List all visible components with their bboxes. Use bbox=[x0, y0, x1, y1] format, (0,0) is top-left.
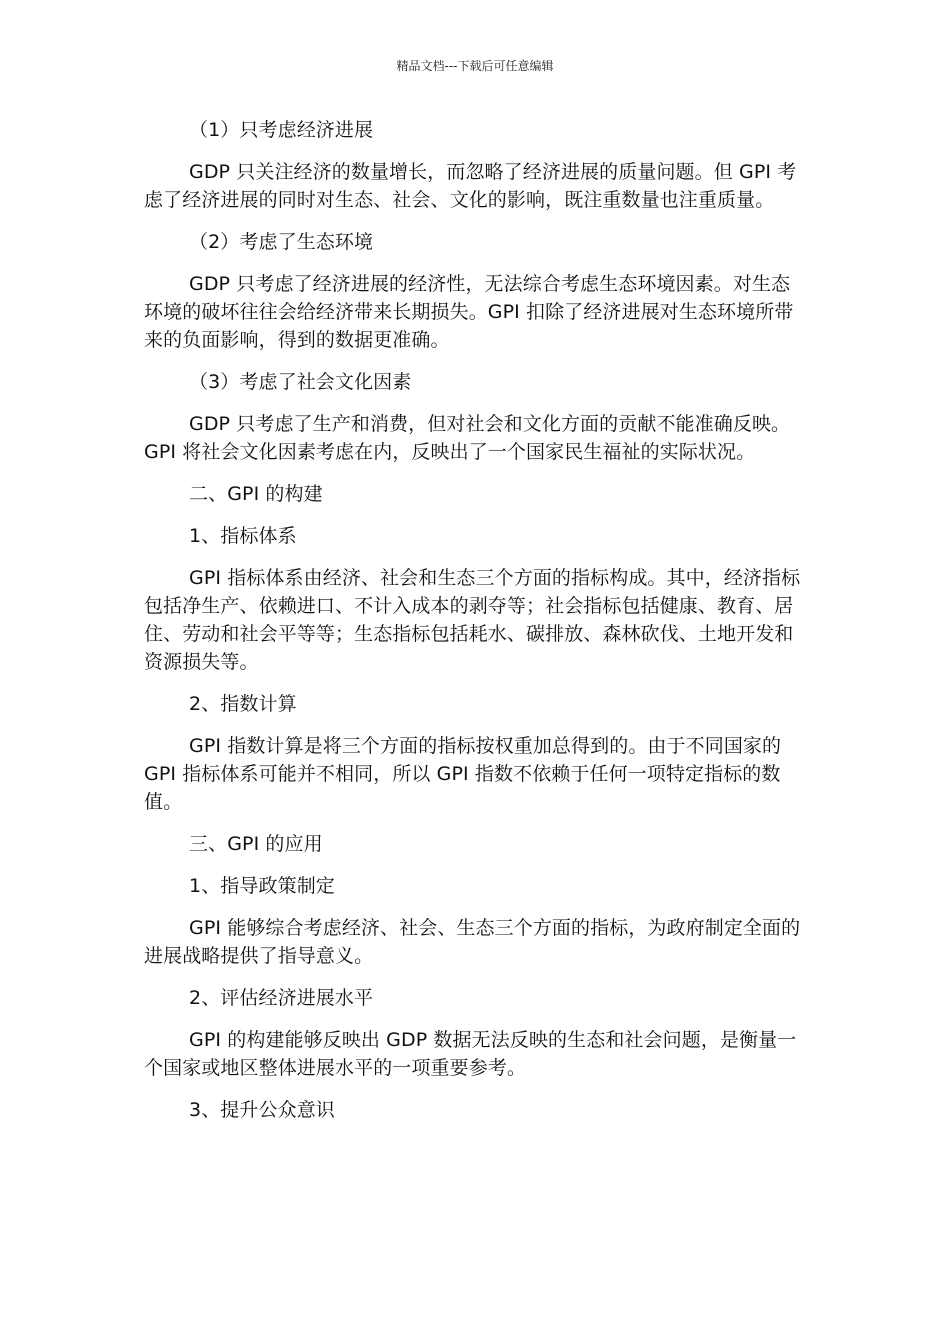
subheading-3: （3）考虑了社会文化因素 bbox=[189, 371, 412, 393]
paragraph-2: GDP 只考虑了经济进展的经济性，无法综合考虑生态环境因素。对生态环境的破坏往往会给经济带来长期损失。GPI 扣除了经济进展对生态环境所带来的负面影响，得到的数据更准确。 bbox=[144, 273, 794, 351]
section-heading-2: 二、GPI 的构建 bbox=[189, 483, 323, 505]
paragraph-index-calculation: GPI 指数计算是将三个方面的指标按权重加总得到的。由于不同国家的 GPI 指标体系可能并不相同，所以 GPI 指数不依赖于任何一项特定指标的数值。 bbox=[144, 735, 782, 813]
document-body bbox=[144, 116, 809, 1138]
subheading-1: （1）只考虑经济进展 bbox=[189, 119, 374, 141]
subheading-awareness: 3、提升公众意识 bbox=[189, 1099, 335, 1121]
subheading-indicator-system: 1、指标体系 bbox=[189, 525, 297, 547]
subheading-policy: 1、指导政策制定 bbox=[189, 875, 335, 897]
paragraph-evaluation: GPI 的构建能够反映出 GDP 数据无法反映的生态和社会问题，是衡量一个国家或地区整体进展水平的一项重要参考。 bbox=[144, 1029, 797, 1079]
page-header: 精品文档---下载后可任意编辑 bbox=[396, 59, 554, 73]
paragraph-3: GDP 只考虑了生产和消费，但对社会和文化方面的贡献不能准确反映。GPI 将社会文化因素考虑在内，反映出了一个国家民生福祉的实际状况。 bbox=[144, 413, 791, 463]
subheading-2: （2）考虑了生态环境 bbox=[189, 231, 374, 253]
subheading-index-calculation: 2、指数计算 bbox=[189, 693, 297, 715]
section-heading-3: 三、GPI 的应用 bbox=[189, 833, 323, 855]
paragraph-policy: GPI 能够综合考虑经济、社会、生态三个方面的指标，为政府制定全面的进展战略提供了指导意义。 bbox=[144, 917, 801, 967]
paragraph-1: GDP 只关注经济的数量增长，而忽略了经济进展的质量问题。但 GPI 考虑了经济进展的同时对生态、社会、文化的影响，既注重数量也注重质量。 bbox=[144, 161, 797, 211]
subheading-evaluation: 2、评估经济进展水平 bbox=[189, 987, 374, 1009]
paragraph-indicator-system: GPI 指标体系由经济、社会和生态三个方面的指标构成。其中，经济指标包括净生产、依赖进口、不计入成本的剥夺等；社会指标包括健康、教育、居住、劳动和社会平等等；生态指标包括耗水、碳排放、森林砍伐、土地开发和资源损失等。 bbox=[144, 567, 801, 673]
